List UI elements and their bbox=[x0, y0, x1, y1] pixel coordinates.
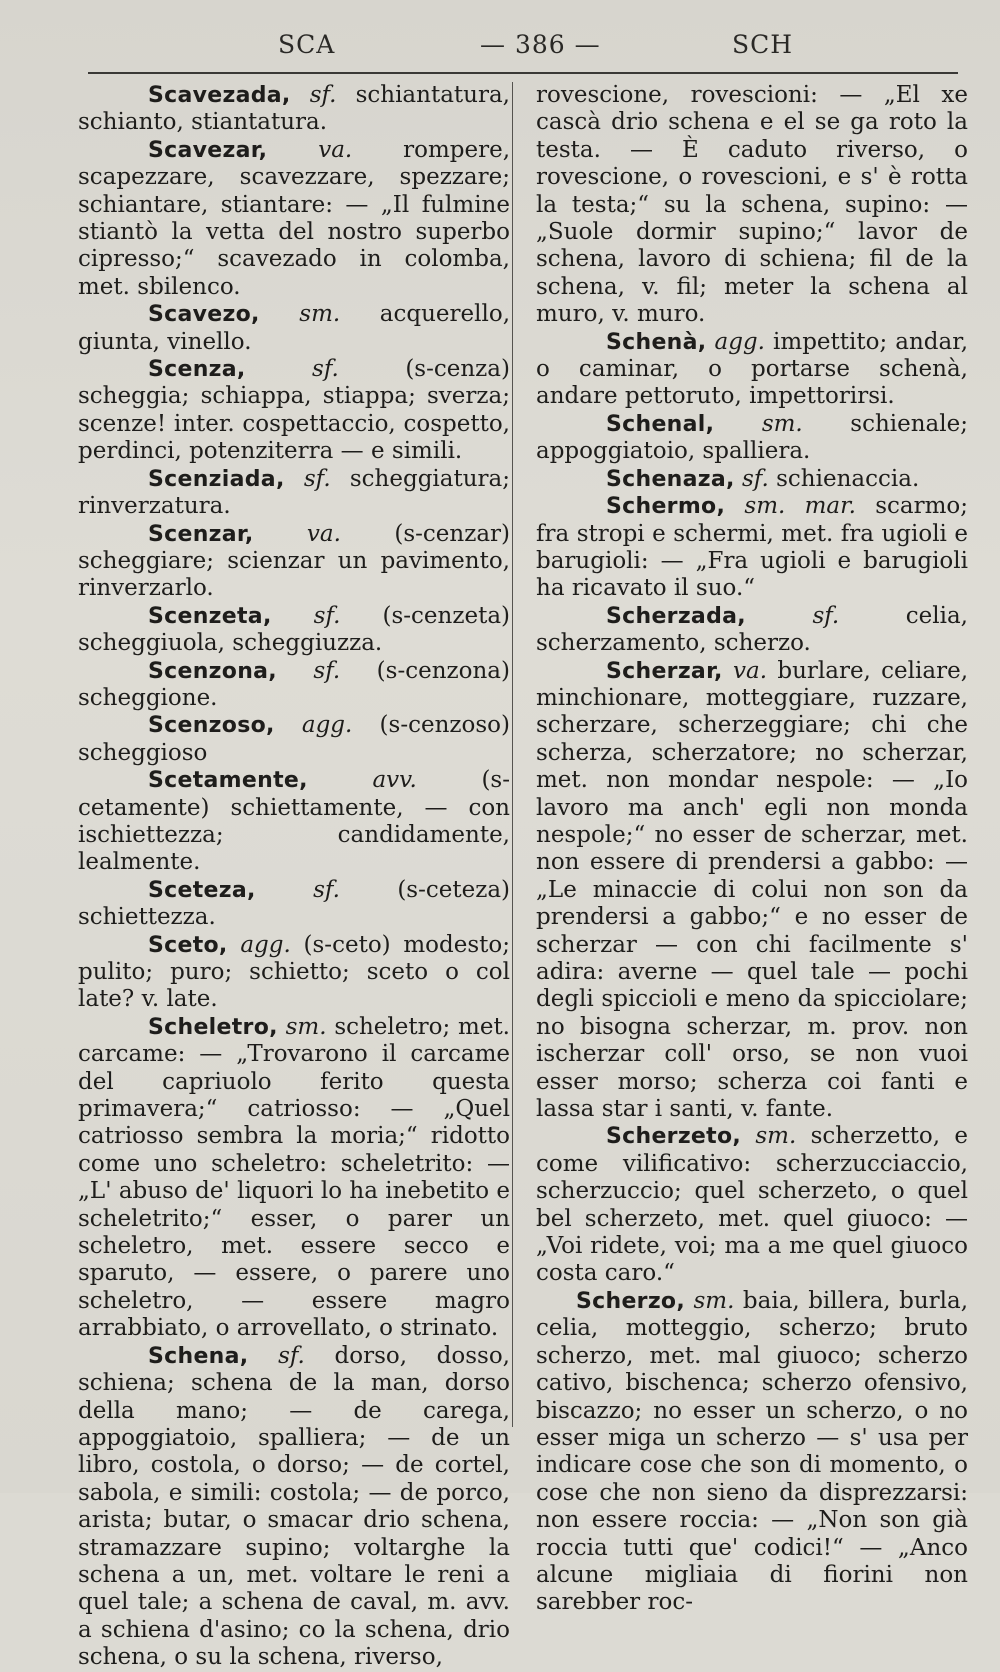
dictionary-entry bbox=[78, 466, 510, 521]
headword: Scherzada, bbox=[606, 603, 746, 629]
headword: Sceto, bbox=[148, 932, 228, 958]
dictionary-entry bbox=[536, 466, 968, 493]
headword: Scavezo, bbox=[148, 302, 260, 328]
headword: Scenzar, bbox=[148, 521, 254, 547]
entry-text: (s-cenzona) scheggione. bbox=[78, 657, 510, 711]
dictionary-entry bbox=[536, 1123, 968, 1287]
grammar-label: avv. bbox=[372, 767, 417, 794]
headword: Sceteza, bbox=[148, 877, 256, 903]
dictionary-entry bbox=[78, 1343, 510, 1672]
dictionary-entry bbox=[78, 301, 510, 356]
grammar-label: sf. bbox=[313, 876, 340, 903]
dictionary-entry bbox=[536, 493, 968, 603]
headword: Scherzar, bbox=[606, 658, 723, 684]
dictionary-entry bbox=[78, 82, 510, 137]
page-header bbox=[0, 24, 1000, 68]
entry-text: rovescione, rovescioni: — „El xe cascà drio schena e el se ga roto la testa. — È caduto riverso, o rovescione, o rovescioni, e s' è rotta la testa;“ su la schena, supino: — „Suole dormir supino;“ lavor de schena, lavoro di schiena; fil de la schena, v. fil; meter la schena al muro, v. muro. bbox=[536, 82, 968, 328]
entry-text: rompere, scapezzare, scavezzare, spezzare; schiantare, stiantare: — „Il fulmine stiantò la vetta del nostro superbo cipresso;“ scavezado in colomba, met. sbilenco. bbox=[78, 136, 511, 300]
headword: Schena, bbox=[148, 1343, 249, 1369]
grammar-label: sf. bbox=[742, 465, 769, 492]
entry-text: burlare, celiare, minchionare, motteggiare, ruzzare, scherzare, scherzeggiare; chi che scherza, scherzatore; no scherzar, met. non mondar nespole: — „Io lavoro ma anch' egli non monda nespole;“ no esser de scherzar, met. non essere di prendersi a gabbo: — „Le minaccie di colui non son da prendersi a gabbo;“ e no esser de scherzar — con chi facilmente s' adira: averne — quel tale — pochi degli spiccioli e meno da spicciolare; no bisogna scherzar, m. prov. non ischerzar coll' orso, se non vuoi esser morso; scherza coi fanti e lassa star i santi, v. fante. bbox=[536, 657, 969, 1123]
grammar-label: sm. mar. bbox=[744, 493, 856, 520]
grammar-label: sf. bbox=[313, 602, 341, 629]
entry-text: scheggiatura; rinverzatura. bbox=[78, 465, 511, 520]
entry-text: (s-cenzeta) scheggiuola, scheggiuzza. bbox=[78, 602, 511, 657]
headword: Scherzeto, bbox=[606, 1124, 742, 1150]
dictionary-entry bbox=[536, 1288, 968, 1617]
grammar-label: sm. bbox=[693, 1287, 735, 1314]
entry-text: schienale; appoggiatoio, spalliera. bbox=[536, 410, 968, 465]
entry-text: celia, scherzamento, scherzo. bbox=[536, 602, 968, 657]
grammar-label: sf. bbox=[312, 356, 339, 383]
right-column bbox=[536, 82, 968, 1617]
entry-text: (s-cetamente) schiettamente, — con ischiettezza; candidamente, lealmente. bbox=[78, 767, 511, 876]
headword: Scheletro, bbox=[148, 1014, 278, 1040]
grammar-label: sm. bbox=[755, 1123, 797, 1150]
grammar-label: sf. bbox=[313, 657, 341, 684]
headword: Scenziada, bbox=[148, 466, 285, 492]
column-divider bbox=[512, 82, 513, 1427]
grammar-label: sf. bbox=[303, 465, 331, 492]
grammar-label: sm. bbox=[299, 301, 341, 328]
dictionary-entry bbox=[536, 603, 968, 658]
dictionary-entry bbox=[536, 658, 968, 1124]
headword: Schenà, bbox=[606, 329, 707, 355]
grammar-label: agg. bbox=[714, 328, 765, 355]
grammar-label: sm. bbox=[285, 1013, 327, 1040]
left-column bbox=[78, 82, 510, 1672]
headword: Schermo, bbox=[606, 494, 726, 520]
entry-text: (s-ceteza) schiettezza. bbox=[78, 876, 511, 931]
grammar-label: va. bbox=[732, 657, 768, 684]
dictionary-entry bbox=[78, 356, 510, 466]
headword: Scenzona, bbox=[148, 658, 277, 684]
entry-text: acquerello, giunta, vinello. bbox=[78, 301, 511, 355]
grammar-label: sf. bbox=[812, 602, 840, 629]
entry-text: schiantatura, schianto, stiantatura. bbox=[78, 82, 510, 136]
headword: Schenal, bbox=[606, 411, 715, 437]
headword: Scenza, bbox=[148, 357, 246, 383]
dictionary-entry bbox=[536, 411, 968, 466]
entry-text: impettito; andar, o caminar, o portarse schenà, andare pettoruto, impettorirsi. bbox=[536, 328, 969, 410]
dictionary-entry bbox=[536, 329, 968, 411]
dictionary-entry-continuation bbox=[536, 82, 968, 329]
entry-text: (s-cenzar) scheggiare; scienzar un pavimento, rinverzarlo. bbox=[78, 520, 510, 602]
grammar-label: va. bbox=[318, 136, 353, 163]
dictionary-entry bbox=[78, 767, 510, 877]
entry-text: baia, billera, burla, celia, motteggio, scherzo; bruto scherzo, met. mal giuoco; scherzo cativo, bischenca; scherzo ofensivo, biscazzo; no esser un scherzo, o no esser miga un scherzo — s' usa per indicare cose che son di momento, o cose che non sieno da disprezzarsi: non essere roccia: — „Non son già roccia tutti que' codici!“ — „Anco alcune migliaia di fiorini non sarebber roc- bbox=[536, 1287, 969, 1616]
grammar-label: sf. bbox=[309, 82, 337, 108]
entry-text: schienaccia. bbox=[776, 465, 920, 492]
grammar-label: agg. bbox=[301, 712, 353, 739]
dictionary-entry bbox=[78, 137, 510, 301]
dictionary-entry bbox=[78, 603, 510, 658]
headword: Scavezar, bbox=[148, 137, 268, 163]
header-rule bbox=[88, 72, 958, 74]
entry-text: scarmo; fra stropi e schermi, met. fra ugioli e barugioli: — „Fra ugioli e barugioli ha ricavato il suo.“ bbox=[536, 493, 968, 602]
headword: Scavezada, bbox=[148, 83, 291, 108]
entry-text: (s-ceto) modesto; pulito; puro; schietto; sceto o col late? v. late. bbox=[78, 931, 510, 1013]
entry-text: scheletro; met. carcame: — „Trovarono il carcame del capriuolo ferito questa primavera;“ catriosso: — „Quel catriosso sembra la moria;“ ridotto come uno scheletro: scheletrito: — „L' abuso de' liquori lo ha inebetito e scheletrito;“ esser, o parer un scheletro, met. essere secco e sparuto, — essere, o parere uno scheletro, — essere magro arrabbiato, o arrovellato, o strinato. bbox=[78, 1013, 510, 1342]
dictionary-entry bbox=[78, 932, 510, 1014]
dictionary-entry bbox=[78, 521, 510, 603]
grammar-label: agg. bbox=[240, 931, 291, 958]
right-guide-word: SCH bbox=[732, 30, 794, 59]
dictionary-entry bbox=[78, 712, 510, 767]
headword: Schenaza, bbox=[606, 466, 735, 492]
entry-text: dorso, dosso, schiena; schena de la man, dorso della mano; — de carega, appoggiatoio, spalliera; — de un libro, costola, o dorso; — de cortel, sabola, e simili: costola; — de porco, arista; butar, o smacar drio schena, stramazzare supino; voltarghe la schena a un, met. voltare le reni a quel tale; a schena de caval, m. avv. a schiena d'asino; co la schena, drio schena, o su la schena, riverso, bbox=[78, 1342, 510, 1671]
grammar-label: va. bbox=[306, 520, 341, 547]
dictionary-entry bbox=[78, 658, 510, 713]
headword: Scetamente, bbox=[148, 768, 308, 794]
grammar-label: sf. bbox=[278, 1342, 305, 1369]
dictionary-entry bbox=[78, 877, 510, 932]
headword: Scherzo, bbox=[576, 1288, 685, 1314]
headword: Scenzeta, bbox=[148, 603, 272, 629]
entry-text: (s-cenzoso) scheggioso bbox=[78, 712, 510, 766]
grammar-label: sm. bbox=[761, 410, 803, 437]
page-number: — 386 — bbox=[480, 30, 601, 59]
entry-text: scherzetto, e come vilificativo: scherzucciaccio, scherzuccio; quel scherzeto, o quel bel scherzeto, met. quel giuoco: — „Voi ridete, voi; ma a me quel giuoco costa caro.“ bbox=[536, 1123, 969, 1287]
entry-text: (s-cenza) scheggia; schiappa, stiappa; sverza; scenze! inter. cospettaccio, cospetto, perdinci, potenziterra — e simili. bbox=[78, 356, 510, 465]
headword: Scenzoso, bbox=[148, 713, 275, 739]
left-guide-word: SCA bbox=[278, 30, 336, 59]
dictionary-entry bbox=[78, 1014, 510, 1343]
